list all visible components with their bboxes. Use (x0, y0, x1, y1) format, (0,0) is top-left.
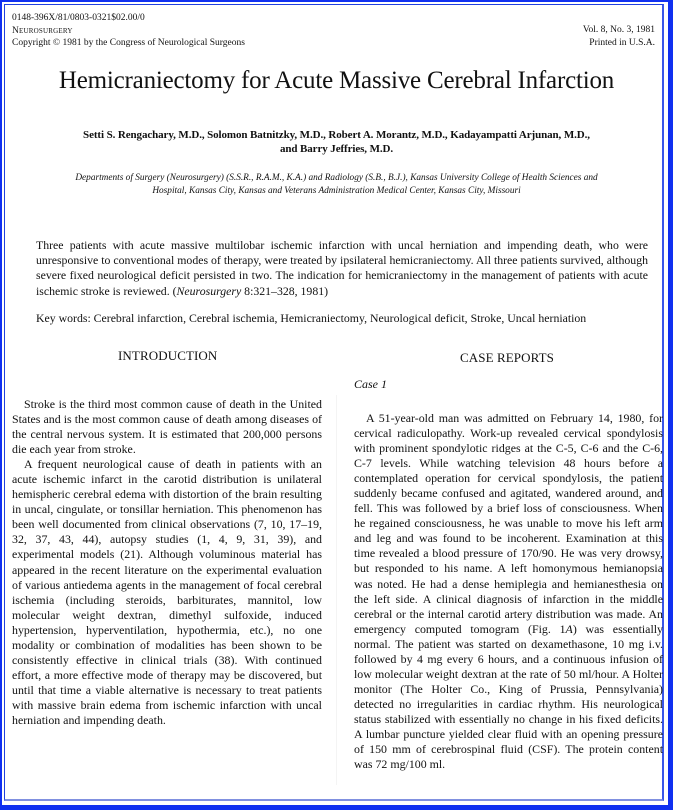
authors-line-1: Setti S. Rengachary, M.D., Solomon Batnitzky, M.D., Robert A. Morantz, M.D., Kadayampatti Arjunan, M.D., (83, 129, 590, 141)
keywords: Key words: Cerebral infarction, Cerebral ischemia, Hemicraniectomy, Neurological deficit, Stroke, Uncal herniation (36, 311, 587, 325)
introduction-body (12, 397, 322, 728)
author-affiliation (25, 172, 648, 197)
intro-paragraph-1: Stroke is the third most common cause of death in the United States and is the most common cause of death among diseases of the central nervous system. It is estimated that 200,000 persons die each year from stroke. (12, 397, 322, 457)
case-1-subheading: Case 1 (354, 377, 387, 391)
journal-header-left (12, 12, 245, 50)
affiliation-line-1: Departments of Surgery (Neurosurgery) (S.S.R., R.A.M., K.A.) and Radiology (S.B., B.J.), Kansas University College of Health Sciences and (75, 173, 598, 183)
figure-reference-letter: A (565, 621, 573, 636)
doi-code: 0148-396X/81/0803-0321$02.00/0 (12, 13, 145, 23)
affiliation-line-2: Hospital, Kansas City, Kansas and Veterans Administration Medical Center, Kansas City, Missouri (152, 185, 521, 196)
printed-info: Printed in U.S.A. (589, 37, 655, 48)
copyright-line: Copyright © 1981 by the Congress of Neurological Surgeons (12, 38, 245, 48)
case-1-text-part-1: A 51-year-old man was admitted on February 14, 1980, for cervical radiculopathy. Work-up revealed cervical spondylosis with prominent spondylotic ridges at the C-5, C-6 and the C-6, C-7 levels. While watching television 48 hours before a contemplated operation for cervical spondylosis, the patient suddenly became confused and agitated, wandered around, and fell. This was followed by a brief loss of consciousness. When he regained consciousness, he was unable to move his left arm and leg and was found to be incoherent. Examination at this time revealed a blood pressure of 170/90. He was very drowsy, but responded to his name. A left homonymous hemianopsia was noted. He had a dense hemiplegia and hemianesthesia on the left side. A clinical diagnosis of infarction in the middle cerebral or the internal carotid artery distribution was made. An emergency computed tomogram (Fig. 1 (354, 411, 663, 636)
authors-line-2: and Barry Jeffries, M.D. (279, 143, 394, 155)
journal-name: Neurosurgery (12, 25, 73, 36)
article-title: Hemicraniectomy for Acute Massive Cerebral Infarction (58, 67, 615, 94)
abstract-citation-journal: Neurosurgery (176, 283, 242, 298)
abstract-citation-rest: 8:321–328, 1981) (241, 283, 329, 298)
case-reports-heading: CASE REPORTS (460, 350, 554, 365)
author-list (30, 128, 643, 156)
intro-paragraph-2: A frequent neurological cause of death in patients with an acute ischemic infarct in the carotid distribution is unilateral hemispheric cerebral edema with distortion of the brain resulting in uncal, cingulate, or tonsillar herniation. This phenomenon has been well documented from clinical observations (7, 10, 17–19, 32, 37, 43, 44), autopsy studies (1, 4, 9, 31, 39), and experimental models (21). Although voluminous material has appeared in the recent literature on the experimental evaluation of various antiedema agents in the management of focal cerebral ischemia (including steroids, barbiturates, mannitol, low molecular weight dextran, dimethyl sulfoxide, induced hypertension, hyperventilation, hypothermia, etc.), no one modality or combination of modalities has been shown to be consistently effective in clinical trials (38). With continued effort, a more effective mode of therapy may be discovered, but until that time a viable alternative is necessary to treat patients with massive brain edema from ischemic infarction with uncal herniation and impending death. (12, 457, 322, 727)
abstract-text: Three patients with acute massive multilobar ischemic infarction with uncal herniation and impending death, who were unresponsive to conventional modes of therapy, were treated by ipsilateral hemicraniectomy. All three patients survived, although severe fixed neurological deficit persisted in two. The indication for hemicraniectomy in the management of patients with acute ischemic stroke is reviewed. ( (36, 238, 648, 298)
case-1-body (354, 411, 663, 772)
introduction-heading: INTRODUCTION (118, 348, 218, 363)
column-divider (336, 395, 337, 785)
volume-info: Vol. 8, No. 3, 1981 (582, 25, 655, 35)
case-1-text-part-2: ) was essentially normal. The patient was started on dexamethasone, 10 mg i.v. followed by 4 mg every 6 hours, and a continuous infusion of low molecular weight dextran at the rate of 50 ml/hour. A Holter monitor (The Holter Co., King of Prussia, Pennsylvania) detected no irregularities in cardiac rhythm. His neurological status stabilized with essentially no change in his fixed deficits. A lumbar puncture yielded clear fluid with an opening pressure of 150 mm of cerebrospinal fluid (CSF). The protein content was 72 mg/100 ml. (354, 621, 664, 772)
journal-header-right (583, 24, 655, 49)
abstract (36, 238, 648, 299)
case-1-paragraph (354, 411, 663, 772)
